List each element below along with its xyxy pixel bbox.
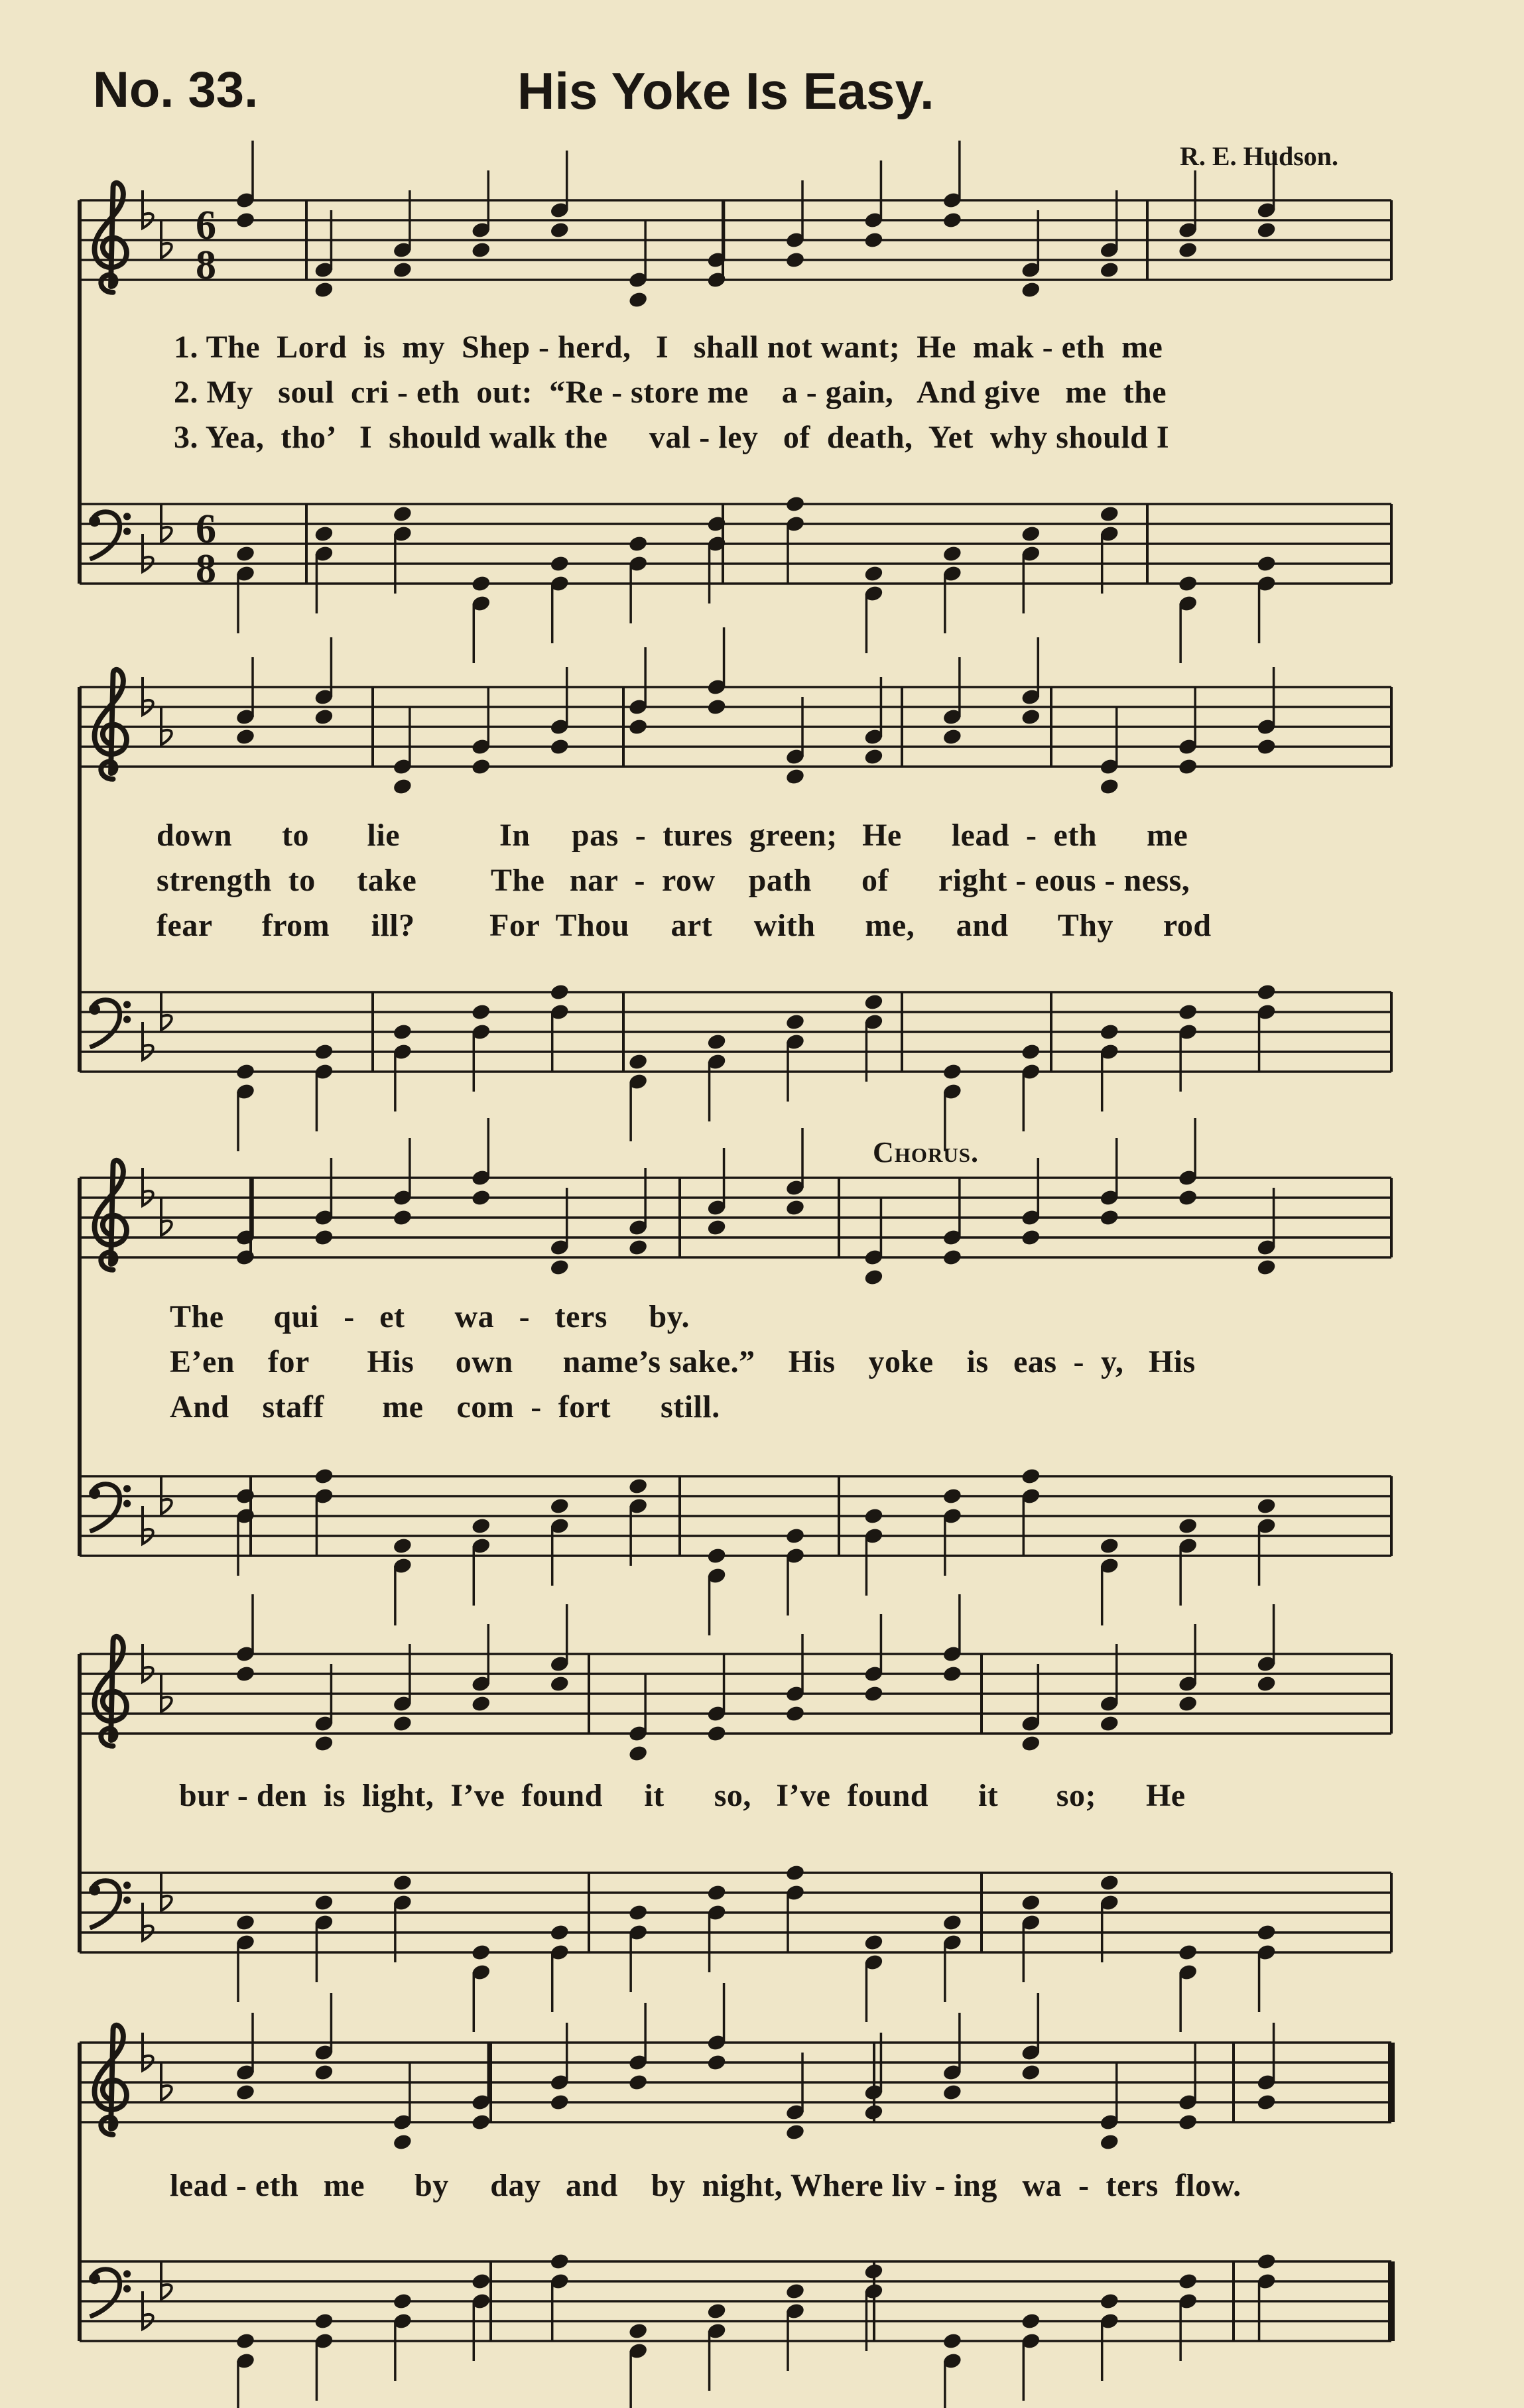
note-head [392,1537,413,1555]
note-head [785,1864,805,1882]
note-head [1021,1893,1041,1912]
note-head [314,1893,334,1912]
note-head [628,1477,649,1495]
note-head [1021,708,1041,726]
note-head [314,525,334,543]
note-head [863,993,884,1011]
note-head [863,1507,884,1525]
note-head [863,564,884,583]
note-head [1178,1517,1198,1535]
note-head [706,1033,727,1051]
note-head [628,2322,649,2340]
note-head [314,1043,334,1061]
note-head [1178,1188,1198,1207]
note-head [1256,221,1277,239]
note-head [863,2103,884,2122]
note-head [549,1258,570,1277]
flat-icon [143,534,153,572]
note-head [1256,554,1277,573]
note-head [235,1487,255,1505]
note-head [1099,1873,1119,1892]
note-head [785,495,805,513]
note-head [314,2312,334,2330]
note-head [706,1218,727,1237]
time-signature-top: 6 [196,507,216,552]
lyric-line-s3-v1: The qui - et wa - ters by. [170,1299,690,1334]
note-head [1021,281,1041,299]
note-head [1021,1043,1041,1061]
note-head [706,1883,727,1902]
flat-icon [143,1644,153,1682]
note-head [471,1003,491,1021]
lyric-line-s1-v3: 3. Yea, tho’ I should walk the val - ley of death, Yet why should I [174,420,1170,455]
flat-icon [143,677,153,715]
composer-credit: R. E. Hudson. [1180,141,1338,171]
lyric-line-s3-v3: And staff me com - fort still. [170,1389,720,1425]
note-head [706,1547,727,1565]
note-head [863,1268,884,1287]
note-head [628,1052,649,1071]
note-head [549,221,570,239]
note-head [471,1188,491,1207]
flat-icon [143,2291,153,2329]
note-head [235,2332,255,2350]
note-head [1256,1675,1277,1693]
note-head [863,747,884,766]
note-head [471,2113,491,2131]
note-head [628,1238,649,1257]
note-head [942,544,962,563]
note-head [392,505,413,523]
note-head [471,1517,491,1535]
note-head [785,767,805,786]
note-head [628,1744,649,1763]
note-head [942,1062,962,1081]
lyric-line-s2-v1: down to lie In pas - tures green; He lead - eth me [157,818,1188,853]
note-head [863,1684,884,1703]
note-head [1178,2272,1198,2291]
note-head [471,2272,491,2291]
note-head [785,1527,805,1545]
time-signature-bottom: 8 [196,546,216,592]
note-head [1178,2113,1198,2131]
note-head [706,1724,727,1743]
chorus-label: Chorus. [873,1136,980,1169]
note-head [1021,525,1041,543]
note-head [1021,1734,1041,1753]
bass-clef-icon [89,1000,131,1047]
note-head [1256,2093,1277,2112]
note-head [942,1665,962,1683]
lyric-line-s1-v2: 2. My soul cri - eth out: “Re - store me a - gain, And give me the [174,375,1167,410]
note-head [314,1228,334,1247]
note-head [235,1062,255,1081]
note-head [549,1497,570,1515]
note-head [942,2083,962,2102]
note-head [1099,1023,1119,1041]
note-head [1099,1714,1119,1733]
note-head [392,777,413,796]
note-head [549,554,570,573]
note-head [471,757,491,776]
note-head [628,2073,649,2092]
note-head [1099,2133,1119,2151]
note-head [471,1694,491,1713]
note-head [549,737,570,756]
note-head [863,1933,884,1952]
note-head [235,1248,255,1267]
note-head [235,544,255,563]
flat-icon [143,1506,153,1544]
note-head [1021,1228,1041,1247]
lyric-line-s2-v2: strength to take The nar - row path of right - eous - ness, [157,863,1190,898]
time-signature-bottom: 8 [196,243,216,288]
note-head [392,1023,413,1041]
note-head [628,290,649,309]
note-head [706,2053,727,2072]
note-head [785,1704,805,1723]
note-head [549,1675,570,1693]
lyric-line-s4-v1: bur - den is light, I’ve found it so, I’ve found it so; He [179,1778,1186,1813]
lyric-line-s1-v1: 1. The Lord is my Shep - herd, I shall not want; He mak - eth me [174,330,1163,365]
note-head [785,1198,805,1217]
note-head [392,261,413,279]
note-head [314,281,334,299]
note-head [392,1208,413,1227]
note-head [1178,1943,1198,1962]
note-head [314,708,334,726]
note-head [706,2302,727,2320]
note-head [628,1903,649,1922]
note-head [549,2252,570,2271]
note-head [1099,1208,1119,1227]
flat-icon [143,2033,153,2070]
note-head [1256,2252,1277,2271]
flat-icon [143,1168,153,1206]
note-head [863,231,884,249]
note-head [1256,1923,1277,1942]
bass-clef-icon [89,1484,131,1531]
note-head [314,2063,334,2082]
note-head [392,2292,413,2311]
note-head [235,211,255,229]
note-head [1099,2292,1119,2311]
note-head [1178,241,1198,259]
note-head [549,983,570,1001]
note-head [392,2133,413,2151]
note-head [471,1943,491,1962]
note-head [392,1714,413,1733]
note-head [1178,1694,1198,1713]
note-head [1256,737,1277,756]
note-head [1021,2312,1041,2330]
hymn-title: His Yoke Is Easy. [517,62,934,120]
note-head [235,1665,255,1683]
note-head [785,2123,805,2141]
note-head [785,2282,805,2301]
flat-icon [143,1903,153,1940]
note-head [1021,1467,1041,1486]
note-head [942,1913,962,1932]
note-head [1178,574,1198,593]
note-head [314,1467,334,1486]
note-head [235,1913,255,1932]
note-head [314,1734,334,1753]
note-head [1256,1258,1277,1277]
note-head [235,728,255,746]
bass-clef-icon [89,2269,131,2316]
lyric-line-s2-v3: fear from ill? For Thou art with me, and Thy rod [157,908,1212,943]
note-head [785,1013,805,1031]
flat-icon [143,1022,153,1060]
note-head [628,718,649,736]
note-head [628,535,649,553]
bass-clef-icon [89,1881,131,1928]
note-head [1021,2063,1041,2082]
note-head [1178,757,1198,776]
lyric-line-s5-v1: lead - eth me by day and by night, Where liv - ing wa - ters flow. [170,2168,1241,2203]
note-head [1099,261,1119,279]
note-head [549,2093,570,2112]
note-head [706,698,727,716]
note-head [1099,1537,1119,1555]
note-head [942,2332,962,2350]
note-head [1178,1003,1198,1021]
note-head [863,2262,884,2281]
time-signature-top: 6 [196,203,216,248]
note-head [942,1248,962,1267]
note-head [1099,777,1119,796]
note-head [942,1487,962,1505]
note-head [471,574,491,593]
note-head [549,1923,570,1942]
note-head [392,1873,413,1892]
flat-icon [143,190,153,228]
note-head [785,251,805,269]
lyric-line-s3-v2: E’en for His own name’s sake.” His yoke is eas - y, His [170,1344,1196,1379]
note-head [1099,505,1119,523]
note-head [1256,983,1277,1001]
note-head [235,2083,255,2102]
note-head [942,211,962,229]
note-head [1256,1497,1277,1515]
note-head [942,728,962,746]
hymn-number: No. 33. [93,62,259,118]
note-head [471,241,491,259]
bass-clef-icon [89,512,131,559]
